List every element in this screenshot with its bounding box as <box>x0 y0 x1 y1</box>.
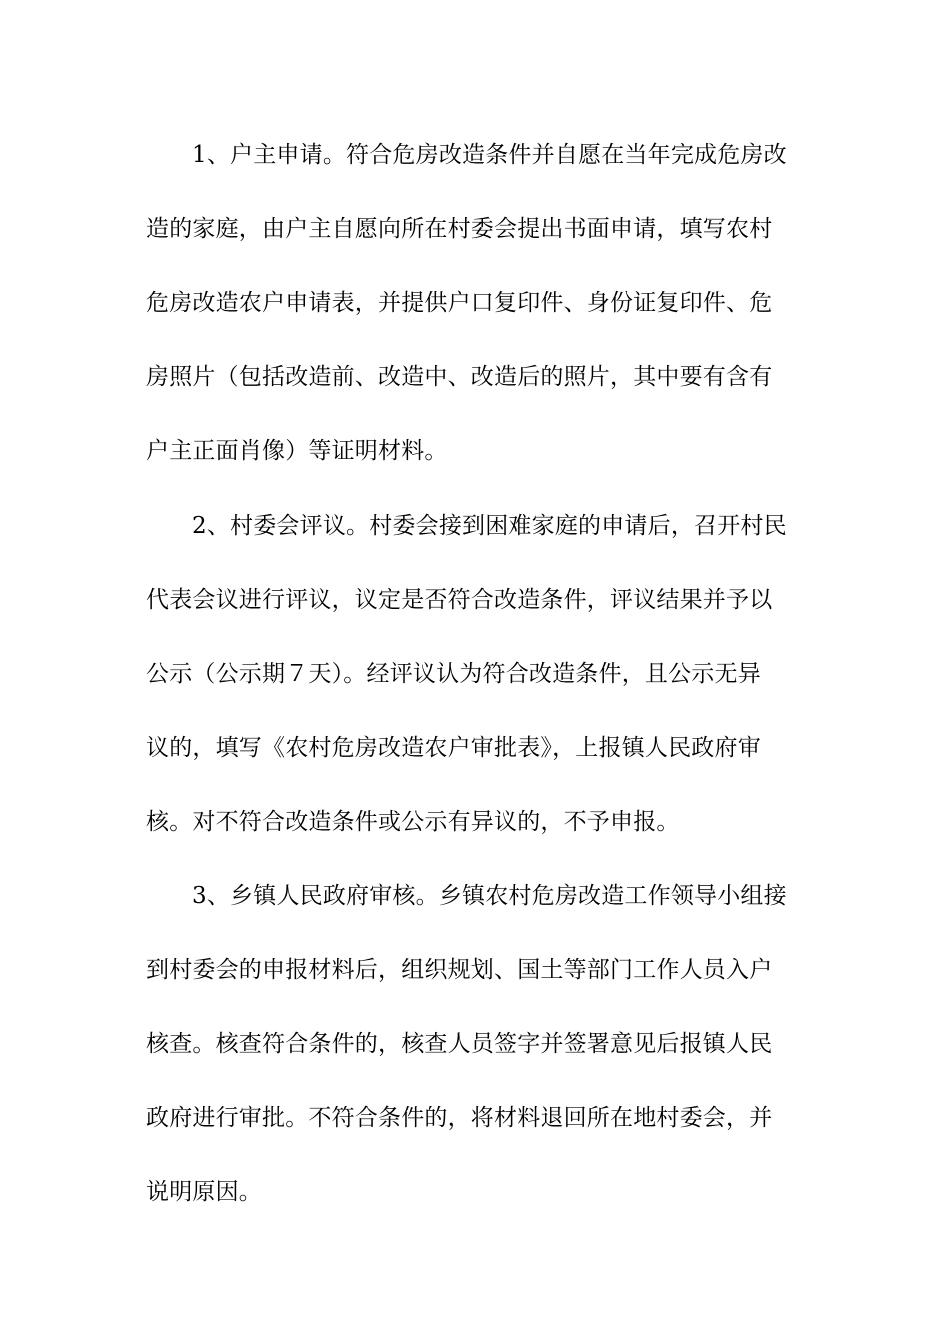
paragraph-2-line-1: 2、村委会评议。村委会接到困难家庭的申请后，召开村民 <box>192 513 787 539</box>
paragraph-1-line-2: 造的家庭，由户主自愿向所在村委会提出书面申请，填写农村 <box>146 216 773 242</box>
paragraph-1-line-4: 房照片（包括改造前、改造中、改造后的照片，其中要有含有 <box>146 364 773 390</box>
paragraph-1-line-3: 危房改造农户申请表，并提供户口复印件、身份证复印件、危 <box>146 290 773 316</box>
paragraph-2-line-4: 议的，填写《农村危房改造农户审批表》，上报镇人民政府审 <box>146 735 761 761</box>
paragraph-3-line-5: 说明原因。 <box>146 1179 262 1205</box>
paragraph-2-line-3: 公示（公示期７天）。经评议认为符合改造条件，且公示无异 <box>146 661 761 687</box>
paragraph-3-line-1: 3、乡镇人民政府审核。乡镇农村危房改造工作领导小组接 <box>192 883 787 909</box>
paragraph-1-line-5: 户主正面肖像）等证明材料。 <box>146 438 448 464</box>
paragraph-3-line-2: 到村委会的申报材料后，组织规划、国土等部门工作人员入户 <box>146 957 773 983</box>
paragraph-2-line-5: 核。对不符合改造条件或公示有异议的，不予申报。 <box>146 809 680 835</box>
paragraph-2-line-2: 代表会议进行评议，议定是否符合改造条件，评议结果并予以 <box>146 587 773 613</box>
paragraph-3-line-3: 核查。核查符合条件的，核查人员签字并签署意见后报镇人民 <box>146 1031 773 1057</box>
paragraph-3-line-4: 政府进行审批。不符合条件的，将材料退回所在地村委会，并 <box>146 1105 773 1131</box>
paragraph-1-line-1: 1、户主申请。符合危房改造条件并自愿在当年完成危房改 <box>192 142 787 168</box>
